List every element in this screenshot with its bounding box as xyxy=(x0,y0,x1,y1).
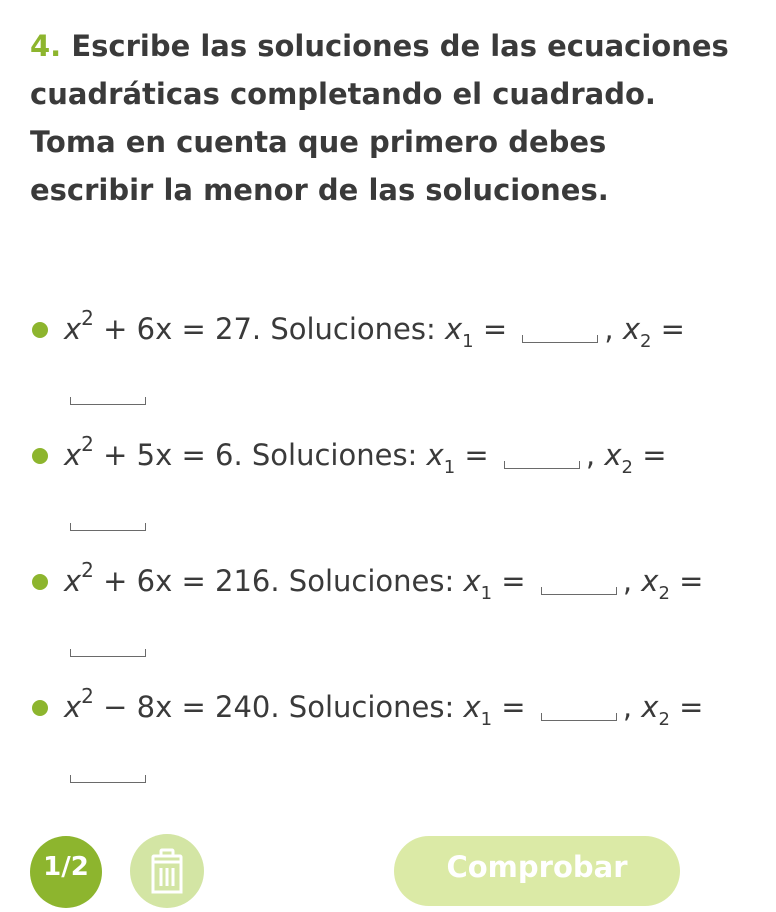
equation-rhs: = 6. xyxy=(181,438,243,472)
equation-rhs: = 216. xyxy=(181,564,280,598)
bullet-icon xyxy=(32,322,48,338)
solutions-label: Soluciones: xyxy=(251,438,418,472)
x2-input[interactable] xyxy=(70,649,146,657)
bullet-icon xyxy=(32,700,48,716)
x2-input[interactable] xyxy=(70,397,146,405)
exercise-3: $x^2 + 6x = 216$. Soluciones: $x_1$ = , $x_2$ = xyxy=(64,550,704,674)
exercise-1: $x^2 + 6x = 27$. Soluciones: $x_1$ = , $x_2$ = xyxy=(64,298,704,422)
x1-input[interactable] xyxy=(522,335,598,343)
equation-term: + 6x xyxy=(103,564,173,598)
exercise-4: $x^2 - 8x = 240$. Soluciones: $x_1$ = , $x_2$ = xyxy=(64,676,704,800)
x1-input[interactable] xyxy=(541,587,617,595)
question-text: Escribe las soluciones de las ecuaciones cuadráticas completando el cuadrado. Toma en cuenta que primero debes escribir la menor de las soluciones. xyxy=(30,29,729,207)
page-indicator: 1/2 xyxy=(30,836,102,908)
question-number: 4. xyxy=(30,29,62,63)
equation-term: − 8x xyxy=(103,690,173,724)
x2-input[interactable] xyxy=(70,523,146,531)
equation-rhs: = 27. xyxy=(181,312,262,346)
equation-term: + 6x xyxy=(103,312,173,346)
x1-input[interactable] xyxy=(504,461,580,469)
equation-rhs: = 240. xyxy=(181,690,280,724)
exercise-2: $x^2 + 5x = 6$. Soluciones: $x_1$ = , $x_2$ = xyxy=(64,424,704,548)
solutions-label: Soluciones: xyxy=(288,564,455,598)
bullet-icon xyxy=(32,574,48,590)
trash-icon xyxy=(130,834,204,908)
check-button[interactable]: Comprobar xyxy=(394,836,680,906)
question-prompt xyxy=(30,22,730,214)
bullet-icon xyxy=(32,448,48,464)
clear-button[interactable] xyxy=(130,834,204,908)
equation-term: + 5x xyxy=(103,438,173,472)
x1-input[interactable] xyxy=(541,713,617,721)
x2-input[interactable] xyxy=(70,775,146,783)
solutions-label: Soluciones: xyxy=(288,690,455,724)
solutions-label: Soluciones: xyxy=(270,312,436,346)
